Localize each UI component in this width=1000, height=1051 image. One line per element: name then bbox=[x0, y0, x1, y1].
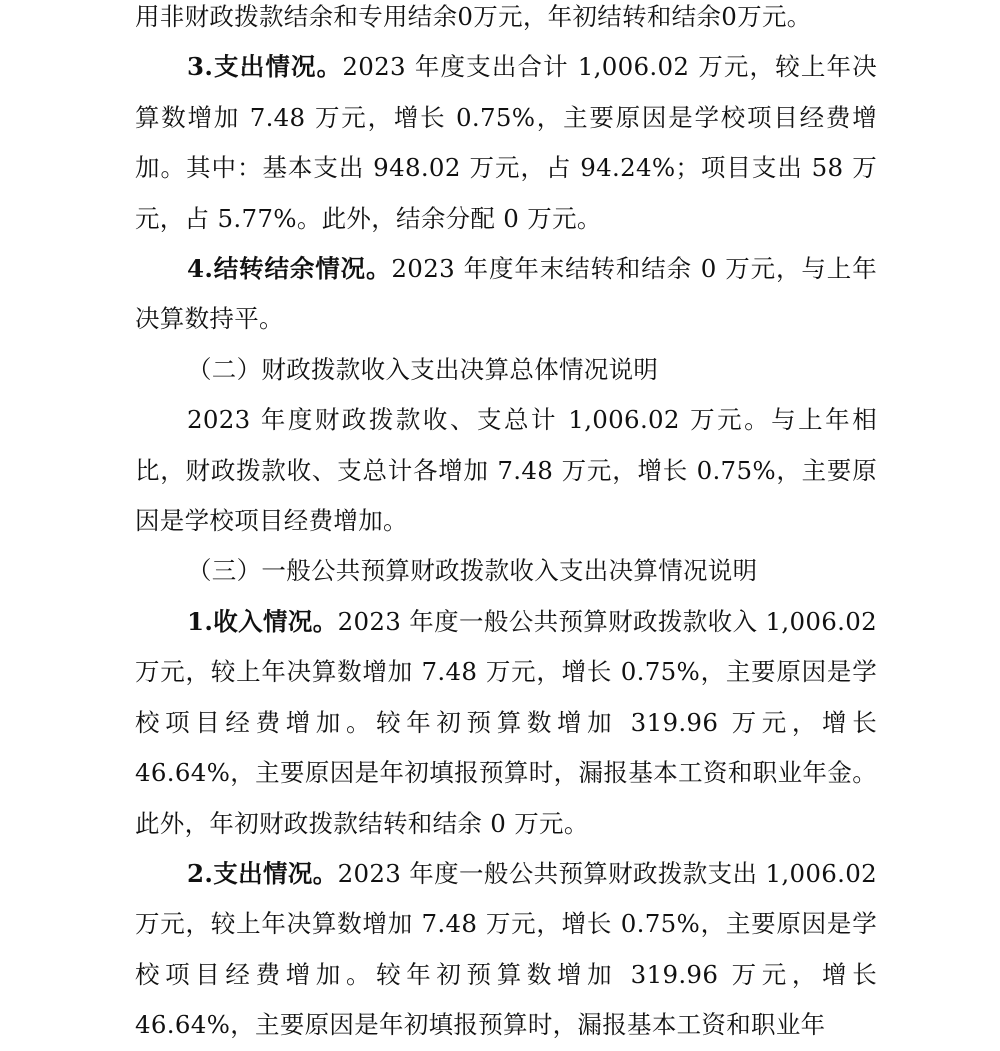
paragraph-gpb-income bbox=[135, 597, 877, 849]
paragraph-fiscal-total bbox=[135, 395, 877, 546]
paragraph-carryover bbox=[135, 244, 877, 345]
section-heading-text: （二）财政拨款收入支出决算总体情况说明 bbox=[187, 354, 659, 384]
section-heading-2 bbox=[135, 345, 877, 395]
paragraph-text: 2023 年度财政拨款收、支总计 1,006.02 万元。与上年相比，财政拨款收、支总计各增加 7.48 万元，增长 0.75%，主要原因是学校项目经费增加。 bbox=[135, 405, 877, 536]
section-heading-text: （三）一般公共预算财政拨款收入支出决算情况说明 bbox=[187, 556, 758, 586]
paragraph-lead: 4.结转结余情况。 bbox=[187, 254, 392, 284]
paragraph-expenditure bbox=[135, 42, 877, 244]
paragraph-text: 用非财政拨款结余和专用结余0万元，年初结转和结余0万元。 bbox=[135, 2, 812, 31]
paragraph-text: 2023 年度年末结转和结余 0 万元，与上年决算数持平。 bbox=[135, 254, 877, 334]
paragraph-text: 2023 年度一般公共预算财政拨款支出 1,006.02 万元，较上年决算数增加 7.48 万元，增长 0.75%，主要原因是学校项目经费增加。较年初预算数增加 319.96 万元，增长 46.64%，主要原因是年初填报预算时，漏报基本工资和职业年 bbox=[135, 858, 877, 1040]
paragraph-lead: 2.支出情况。 bbox=[187, 858, 338, 888]
paragraph-gpb-expenditure bbox=[135, 849, 877, 1051]
document-page bbox=[135, 0, 877, 1051]
section-heading-3 bbox=[135, 546, 877, 596]
paragraph-lead: 3.支出情况。 bbox=[187, 52, 343, 82]
paragraph-lead: 1.收入情况。 bbox=[187, 606, 338, 636]
paragraph-text: 2023 年度支出合计 1,006.02 万元，较上年决算数增加 7.48 万元，增长 0.75%，主要原因是学校项目经费增加。其中：基本支出 948.02 万元，占 94.24%；项目支出 58 万元，占 5.77%。此外，结余分配 0 万元。 bbox=[135, 52, 877, 233]
paragraph-income-tail bbox=[135, 0, 877, 42]
paragraph-text: 2023 年度一般公共预算财政拨款收入 1,006.02 万元，较上年决算数增加 7.48 万元，增长 0.75%，主要原因是学校项目经费增加。较年初预算数增加 319.96 万元，增长 46.64%，主要原因是年初填报预算时，漏报基本工资和职业年金。此外，年初财政拨款结转和结余 0 万元。 bbox=[135, 606, 877, 838]
